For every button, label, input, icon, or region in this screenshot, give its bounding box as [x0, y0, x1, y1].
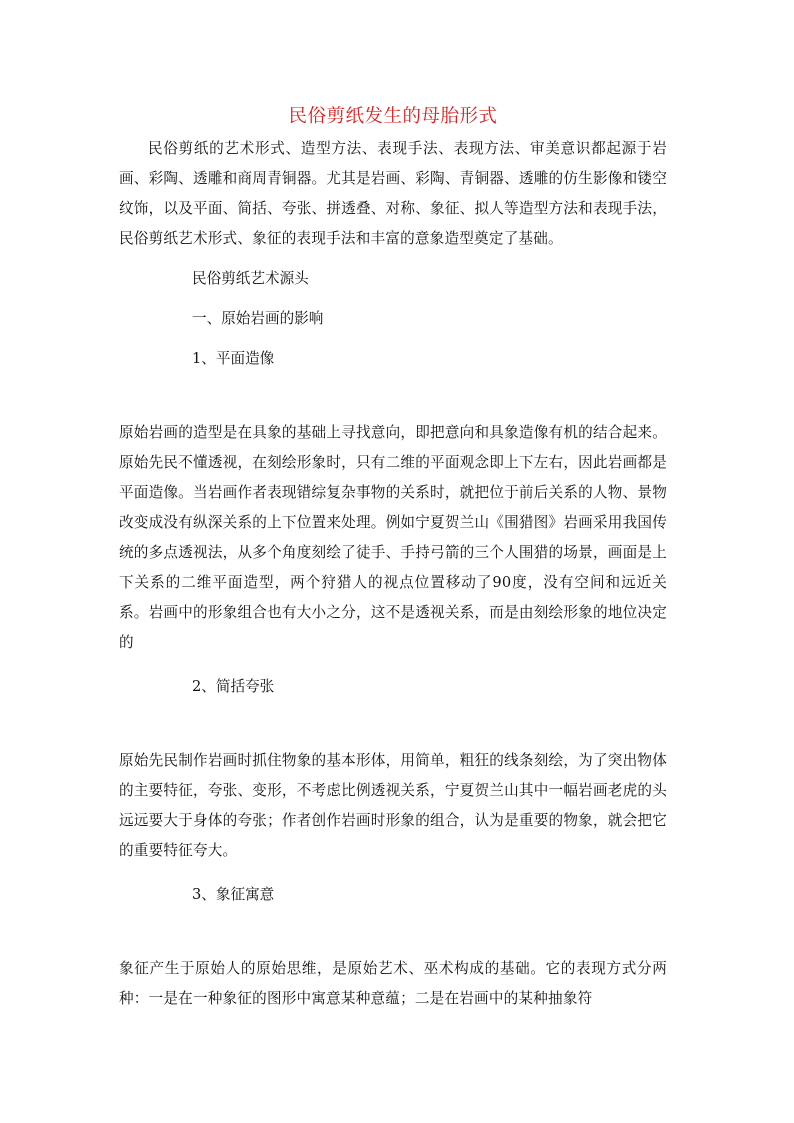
- heading-section-1: 一、原始岩画的影响: [192, 310, 324, 327]
- spacer: [119, 374, 667, 418]
- spacer: [119, 658, 667, 672]
- document-content: [119, 100, 667, 1014]
- heading-sub-2: 2、简括夸张: [192, 678, 275, 695]
- document-title: 民俗剪纸发生的母胎形式: [288, 106, 498, 127]
- spacer: [119, 334, 667, 344]
- spacer: [119, 702, 667, 746]
- heading-source: 民俗剪纸艺术源头: [192, 270, 309, 287]
- spacer: [119, 910, 667, 954]
- spacer: [119, 866, 667, 880]
- paragraph-sub-1: 原始岩画的造型是在具象的基础上寻找意向，即把意向和具象造像有机的结合起来。原始先民不懂透视，在刻绘形象时，只有二维的平面观念即上下左右，因此岩画都是平面造像。当岩画作者表现错综复杂事物的关系时，就把位于前后关系的人物、景物改变成没有纵深关系的上下位置来处理。例如宁夏贺兰山《围猎图》岩画采用我国传统的多点透视法，从多个角度刻绘了徒手、手持弓箭的三个人围猎的场景，画面是上下关系的二维平面造型，两个狩猎人的视点位置移动了90度，没有空间和远近关系。岩画中的形象组合也有大小之分，这不是透视关系，而是由刻绘形象的地位决定的: [119, 424, 667, 651]
- spacer: [119, 254, 667, 264]
- paragraph-sub-3: 象征产生于原始人的原始思维，是原始艺术、巫术构成的基础。它的表现方式分两种：一是在一种象征的图形中寓意某种意蕴；二是在岩画中的某种抽象符: [119, 960, 667, 1007]
- heading-sub-3: 3、象征寓意: [192, 886, 275, 903]
- heading-sub-1: 1、平面造像: [192, 350, 275, 367]
- paragraph-sub-2: 原始先民制作岩画时抓住物象的基本形体，用简单，粗狂的线条刻绘，为了突出物体的主要特征，夸张、变形，不考虑比例透视关系，宁夏贺兰山其中一幅岩画老虎的头远远要大于身体的夸张；作者创作岩画时形象的组合，认为是重要的物象，就会把它的重要特征夸大。: [119, 752, 667, 859]
- intro-paragraph: 民俗剪纸的艺术形式、造型方法、表现手法、表现方法、审美意识都起源于岩画、彩陶、透雕和商周青铜器。尤其是岩画、彩陶、青铜器、透雕的仿生影像和镂空纹饰，以及平面、简括、夸张、拼透叠、对称、象征、拟人等造型方法和表现手法，民俗剪纸艺术形式、象征的表现手法和丰富的意象造型奠定了基础。: [119, 140, 667, 247]
- spacer: [119, 294, 667, 304]
